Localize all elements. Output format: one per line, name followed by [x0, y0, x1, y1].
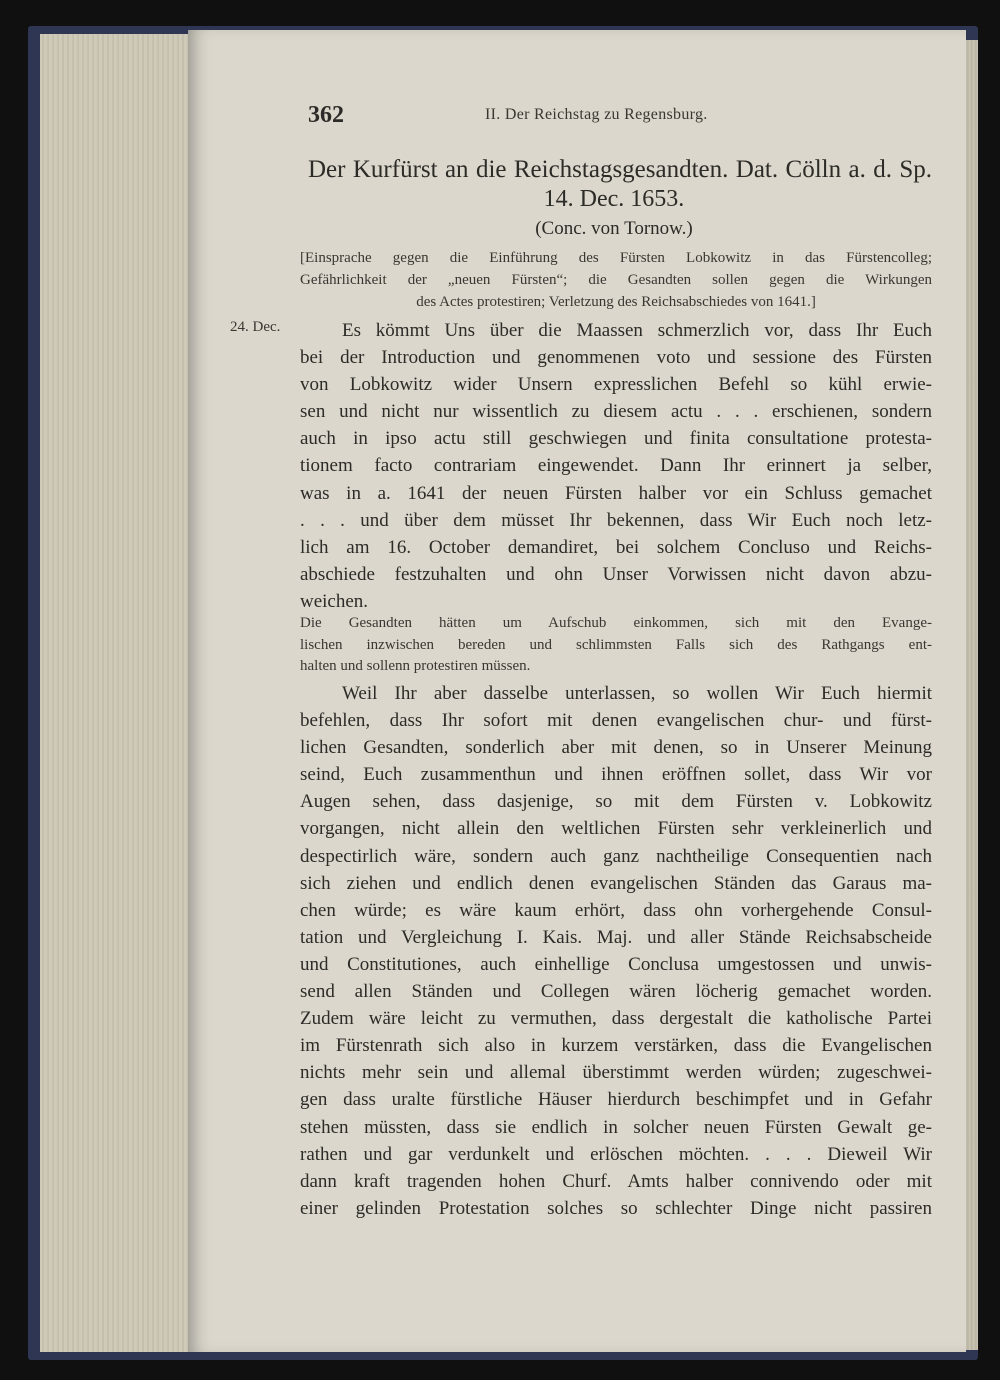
text-line: einer gelinden Protestation solches so schlechter Dinge nicht passiren: [300, 1197, 932, 1219]
text-line: was in a. 1641 der neuen Fürsten halber vor ein Schluss gemachet: [300, 482, 932, 504]
margin-date-note: 24. Dec.: [230, 319, 281, 335]
text-line: Augen sehen, dass dasjenige, so mit dem Fürsten v. Lobkowitz: [300, 791, 932, 813]
small-text-line: Die Gesandten hätten um Aufschub einkommen, sich mit den Evange-: [300, 615, 932, 631]
text-line: sen und nicht nur wissentlich zu diesem actu . . . erschienen, sondern: [300, 401, 932, 423]
text-line: rathen und gar verdunkelt und erlöschen möchten. . . . Dieweil Wir: [300, 1143, 932, 1165]
text-line: tionem facto contrariam eingewendet. Dann Ihr erinnert ja selber,: [300, 455, 932, 477]
text-line: von Lobkowitz wider Unsern expresslichen Befehl so kühl erwie-: [300, 374, 932, 396]
text-line: chen würde; es wäre kaum erhört, dass ohn vorhergehende Consul-: [300, 899, 932, 921]
book-page: [188, 30, 966, 1352]
body-paragraph-1: [300, 317, 932, 615]
text-line: sich ziehen und endlich denen evangelischen Ständen das Garaus ma-: [300, 872, 932, 894]
small-print-paragraph: [300, 613, 932, 678]
text-line: dann kraft tragenden hohen Churf. Amts halber connivendo oder mit: [300, 1170, 932, 1192]
text-line: send allen Ständen und Collegen wären löcherig gemachet worden.: [300, 981, 932, 1003]
page-edges-left: [40, 34, 190, 1352]
document-source: (Conc. von Tornow.): [535, 218, 693, 239]
text-line: lich am 16. October demandiret, bei solchem Concluso und Reichs-: [300, 536, 932, 558]
document-title-line-1: Der Kurfürst an die Reichstagsgesandten. Dat. Cölln a. d. Sp.: [308, 156, 932, 183]
text-line: seind, Euch zusammenthun und ihnen eröffnen sollet, dass Wir vor: [300, 764, 932, 786]
summary-line: [Einsprache gegen die Einführung des Fürsten Lobkowitz in das Fürstencolleg;: [300, 250, 932, 266]
text-line: . . . und über dem müsset Ihr bekennen, dass Wir Euch noch letz-: [300, 509, 932, 531]
text-line: tation und Vergleichung I. Kais. Maj. und aller Stände Reichsabscheide: [300, 926, 932, 948]
summary-line: des Actes protestiren; Verletzung des Reichsabschiedes von 1641.]: [416, 294, 816, 310]
summary-line: Gefährlichkeit der „neuen Fürsten“; die Gesandten sollen gegen die Wirkungen: [300, 272, 932, 288]
small-text-line: halten und sollenn protestiren müssen.: [300, 658, 531, 674]
text-line: bei der Introduction und genommenen voto und sessione des Fürsten: [300, 347, 932, 369]
text-line: gen dass uralte fürstliche Häuser hierdurch beschimpfet und in Gefahr: [300, 1089, 932, 1111]
small-text-line: lischen inzwischen bereden und schlimmsten Falls sich des Rathgangs ent-: [300, 636, 932, 653]
text-line: im Fürstenrath sich also in kurzem verstärken, dass die Evangelischen: [300, 1035, 932, 1057]
body-paragraph-2: [300, 680, 932, 1222]
text-line: vorgangen, nicht allein den weltlichen Fürsten sehr verkleinerlich und: [300, 818, 932, 840]
text-line: Es kömmt Uns über die Maassen schmerzlich vor, dass Ihr Euch: [342, 320, 932, 341]
text-line: weichen.: [300, 590, 369, 612]
text-line: abschiede festzuhalten und ohn Unser Vorwissen nicht davon abzu-: [300, 563, 932, 585]
text-line: nichts mehr sein und allemal überstimmt werden würden; zugeschwei-: [300, 1062, 932, 1084]
text-line: auch in ipso actu still geschwiegen und finita consultatione protesta-: [300, 428, 932, 450]
text-line: und Constitutiones, auch einhellige Conclusa umgestossen und unwis-: [300, 953, 932, 975]
document-title-line-2: 14. Dec. 1653.: [543, 186, 685, 212]
text-line: despectirlich wäre, sondern auch ganz nachtheilige Consequentien nach: [300, 845, 932, 867]
text-line: Zudem wäre leicht zu vermuthen, dass dergestalt die katholische Partei: [300, 1008, 932, 1030]
page-number: 362: [308, 102, 344, 128]
summary: [300, 247, 932, 313]
text-line: Weil Ihr aber dasselbe unterlassen, so wollen Wir Euch hiermit: [342, 683, 932, 704]
text-line: lichen Gesandten, sonderlich aber mit denen, so in Unserer Meinung: [300, 737, 932, 759]
text-line: befehlen, dass Ihr sofort mit denen evangelischen chur- und fürst-: [300, 710, 932, 732]
running-head: II. Der Reichstag zu Regensburg.: [485, 106, 708, 123]
text-line: stehen müssten, dass sie endlich in solcher neuen Fürsten Gewalt ge-: [300, 1116, 932, 1138]
